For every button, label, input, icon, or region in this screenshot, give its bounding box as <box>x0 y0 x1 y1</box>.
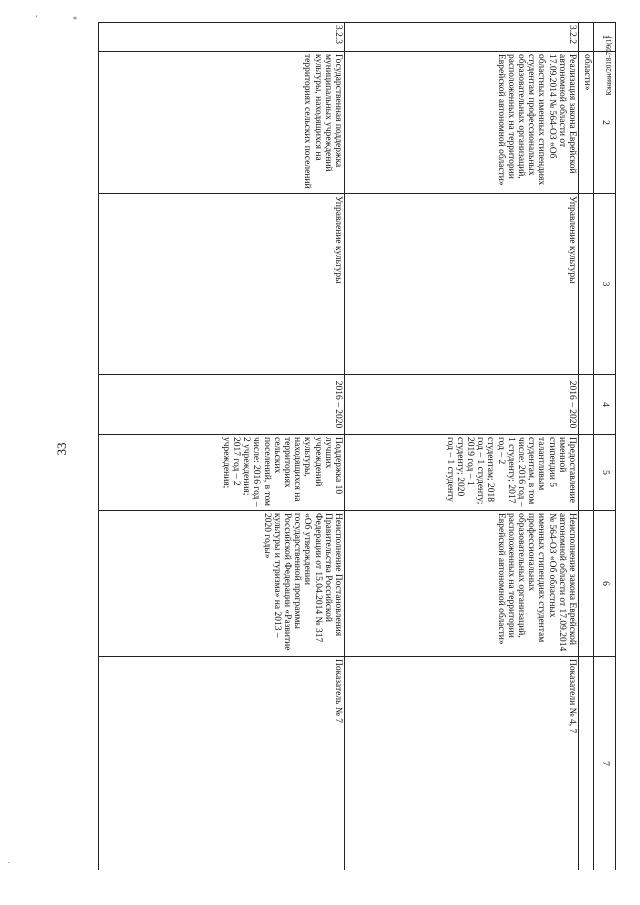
period: 2016 – 2020 <box>345 375 579 435</box>
indicators: Показатели № 4, 7 <box>345 657 579 871</box>
continuation-text: области» <box>579 52 594 194</box>
table-region <box>92 22 616 870</box>
col-header: 1 <box>594 23 616 52</box>
period: 2016 – 2020 <box>99 375 345 435</box>
program-measures-table <box>98 22 616 870</box>
measure-name: Государственная поддержка муниципальных учреждений культуры, находящихся на территориях сельских поселений <box>99 52 345 194</box>
row-number: 3.2.2 <box>345 23 579 52</box>
table-header-row <box>594 23 616 871</box>
scan-mark: ' <box>36 14 38 23</box>
col-header: 5 <box>594 435 616 511</box>
scan-mark: . <box>8 856 10 865</box>
executor: Управление культуры <box>345 194 579 375</box>
executor: Управление культуры <box>99 194 345 375</box>
expected-result: Предоставление именной стипендии 5 талантливым студентам, в том числе: 2016 год – 1 студенту; 2017 год – 2 студентам; 2018 год – 1 студенту; 2019 год – 1 студенту; 2020 год – 1 студенту <box>345 435 579 511</box>
continuation-row <box>579 23 594 871</box>
col-header: 2 <box>594 52 616 194</box>
scan-mark: * <box>73 15 77 24</box>
table-row <box>99 23 345 871</box>
document-code: Кзнвин/2018-709(1) <box>605 36 613 96</box>
col-header: 7 <box>594 657 616 871</box>
measure-name: Реализация закона Еврейской автономной области от 17.09.2014 № 564-ОЗ «Об областных именных стипендиях студентам профессиональных образовательных организаций, расположенных на территории Еврейской автономной области» <box>345 52 579 194</box>
col-header: 3 <box>594 194 616 375</box>
page-number: 33 <box>54 442 69 456</box>
rotated-page <box>92 22 616 870</box>
col-header: 6 <box>594 511 616 657</box>
non-implementation-consequences: Неисполнение закона Еврейской автономной области от 17.09.2014 № 564-ОЗ «Об областных именных стипендиях студентам профессиональных образовательных организаций, расположенных на территории Еврейской автономной области» <box>345 511 579 657</box>
indicators: Показатель № 7 <box>99 657 345 871</box>
table-row <box>345 23 579 871</box>
col-header: 4 <box>594 375 616 435</box>
non-implementation-consequences: Неисполнение Постановления Правительства Российской Федерации от 15.04.2014 № 317 «Об утверждении государственной программы Российской Федерации «Развитие культуры и туризма» на 2013 – 2020 годы» <box>99 511 345 657</box>
expected-result: Поддержка 10 лучших учреждений культуры, находящихся на территориях сельских поселений, в том числе: 2016 год – 2 учреждения; 2017 год – 2 учреждения; <box>99 435 345 511</box>
row-number: 3.2.3 <box>99 23 345 52</box>
